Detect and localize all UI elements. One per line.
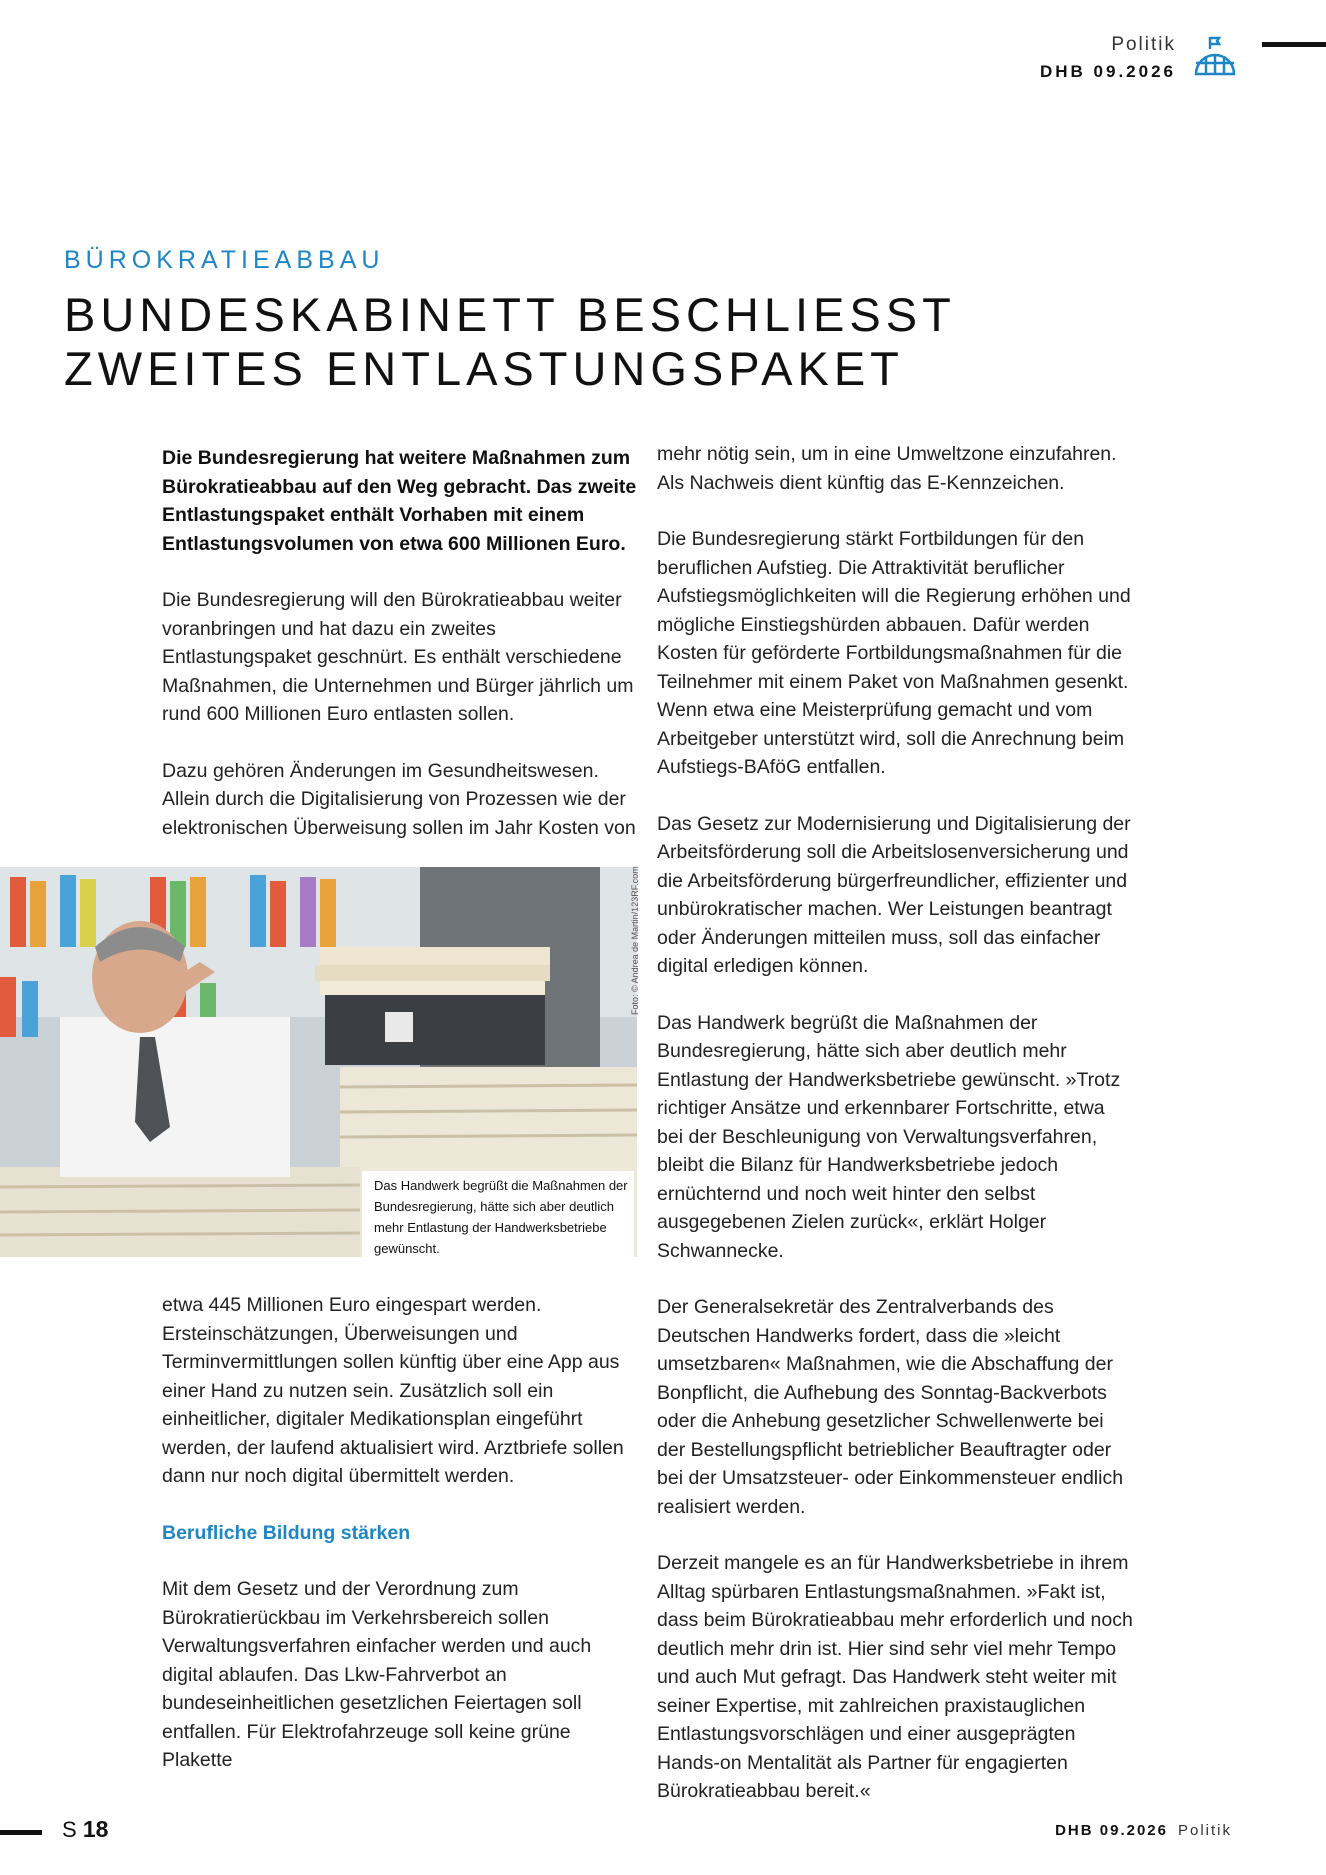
paragraph: mehr nötig sein, um in eine Umweltzone einzufahren. Als Nachweis dient künftig das E-Kennzeichen. [657,443,1117,494]
header-rule [1262,42,1326,47]
paragraph: Dazu gehören Änderungen im Gesundheitswesen. Allein durch die Digitalisierung von Prozessen wie der elektronischen Überweisung sollen im Jahr Kosten von [162,759,636,839]
paragraph: Derzeit mangele es an für Handwerksbetriebe in ihrem Alltag spürbaren Entlastungsmaßnahmen. »Fakt ist, dass beim Bürokratieabbau mehr erforderlich und noch deutlich mehr drin ist. Hier sind sehr viel mehr Tempo und auch Mut gefragt. Das Handwerk steht weiter mit seiner Expertise, mit zahlreichen praxistauglichen Entlastungsvorschlägen und einer ausgeprägten Hands-on Mentalität als Partner für engagierten Bürokratieabbau bereit.« [657,1552,1133,1802]
headline-line-2: ZWEITES ENTLASTUNGSPAKET [64,342,904,395]
issue-label: DHB 09.2026 [1039,62,1176,81]
footer-rule [0,1830,42,1835]
paragraph: etwa 445 Millionen Euro eingespart werden. Ersteinschätzungen, Überweisungen und Terminvermittlungen sollen künftig über eine App aus einer Hand zu nutzen sein. Zusätzlich soll ein einheitlicher, digitaler Medikationsplan eingeführt werden, der laufend aktualisiert wird. Arztbriefe sollen dann nur noch digital übermittelt werden. [162,1294,624,1487]
headline-line-1: BUNDESKABINETT BESCHLIESST [64,288,956,341]
article-lead: Die Bundesregierung hat weitere Maßnahmen zum Bürokratieabbau auf den Weg gebracht. Das zweite Entlastungspaket enthält Vorhaben mit einem Entlastungsvolumen von etwa 600 Millionen Euro. [162,447,637,555]
footer-section: Politik [1177,1822,1232,1839]
paragraph: Das Gesetz zur Modernisierung und Digitalisierung der Arbeitsförderung soll die Arbeitslosenversicherung und die Arbeitsförderung bürgerfreundlicher, effizienter und unbürokratischer machen. Wer Leistungen beantragt oder Änderungen mitteilen muss, soll das einfacher digital erledigen können. [657,812,1131,977]
footer-meta [1055,1822,1232,1839]
column-right [657,440,1134,1834]
paragraph: Der Generalsekretär des Zentralverbands des Deutschen Handwerks fordert, dass die »leicht umsetzbaren« Maßnahmen, wie die Abschaffung der Bonpflicht, die Aufhebung des Sonntag-Backverbots oder die Anhebung gesetzlicher Schwellenwerte bei der Bestellungspflicht betrieblicher Beauftragter oder bei der Umsatzsteuer- oder Einkommensteuer endlich realisiert werden. [657,1296,1124,1518]
column-left-bottom [162,1291,632,1803]
page-number: S 18 [62,1816,109,1842]
article-kicker: BÜROKRATIEABBAU [64,246,385,274]
paragraph: Die Bundesregierung will den Bürokratieabbau weiter voranbringen und hat dazu ein zweites Entlastungspaket geschnürt. Es enthält verschiedene Maßnahmen, die Unternehmen und Bürger jährlich um rund 600 Millionen Euro entlasten sollen. [162,589,634,725]
government-building-icon [1193,33,1237,77]
article-headline [64,288,956,396]
column-left-top [162,444,640,870]
paragraph: Die Bundesregierung stärkt Fortbildungen für den beruflichen Aufstieg. Die Attraktivität beruflicher Aufstiegsmöglichkeiten will die Regierung erhöhen und mögliche Einstiegshürden abbauen. Dafür werden Kosten für geförderte Fortbildungsmaßnahmen für die Teilnehmer mit einem Paket von Maßnahmen gesenkt. Wenn etwa eine Meisterprüfung gemacht und vom Arbeitgeber unterstützt wird, soll die Anrechnung beim Aufstiegs-BAföG entfallen. [657,528,1131,778]
photo-credit: Foto: © Andrea de Martin/123RF.com [630,866,640,1015]
footer-issue: DHB 09.2026 [1055,1822,1168,1839]
subheading: Berufliche Bildung stärken [162,1521,411,1544]
photo-caption: Das Handwerk begrüßt die Maßnahmen der Bundesregierung, hätte sich aber deutlich mehr Entlastung der Handwerksbetriebe gewünscht. [362,1171,634,1263]
section-label: Politik [1111,34,1176,55]
paragraph: Das Handwerk begrüßt die Maßnahmen der Bundesregierung, hätte sich aber deutlich mehr Entlastung der Handwerksbetriebe gewünscht. »Trotz richtiger Ansätze und erkennbarer Fortschritte, etwa bei der Beschleunigung von Verwaltungsverfahren, bleibt die Bilanz für Handwerksbetriebe jedoch ernüchternd und noch weit hinter den selbst ausgegebenen Zielen zurück«, erklärt Holger Schwannecke. [657,1011,1121,1262]
paragraph: Mit dem Gesetz und der Verordnung zum Bürokratierückbau im Verkehrsbereich sollen Verwaltungsverfahren einfacher werden und auch digital ablaufen. Das Lkw-Fahrverbot an bundeseinheitlichen gesetzlichen Feiertagen soll entfallen. Für Elektrofahrzeuge soll keine grüne Plakette [162,1578,592,1771]
